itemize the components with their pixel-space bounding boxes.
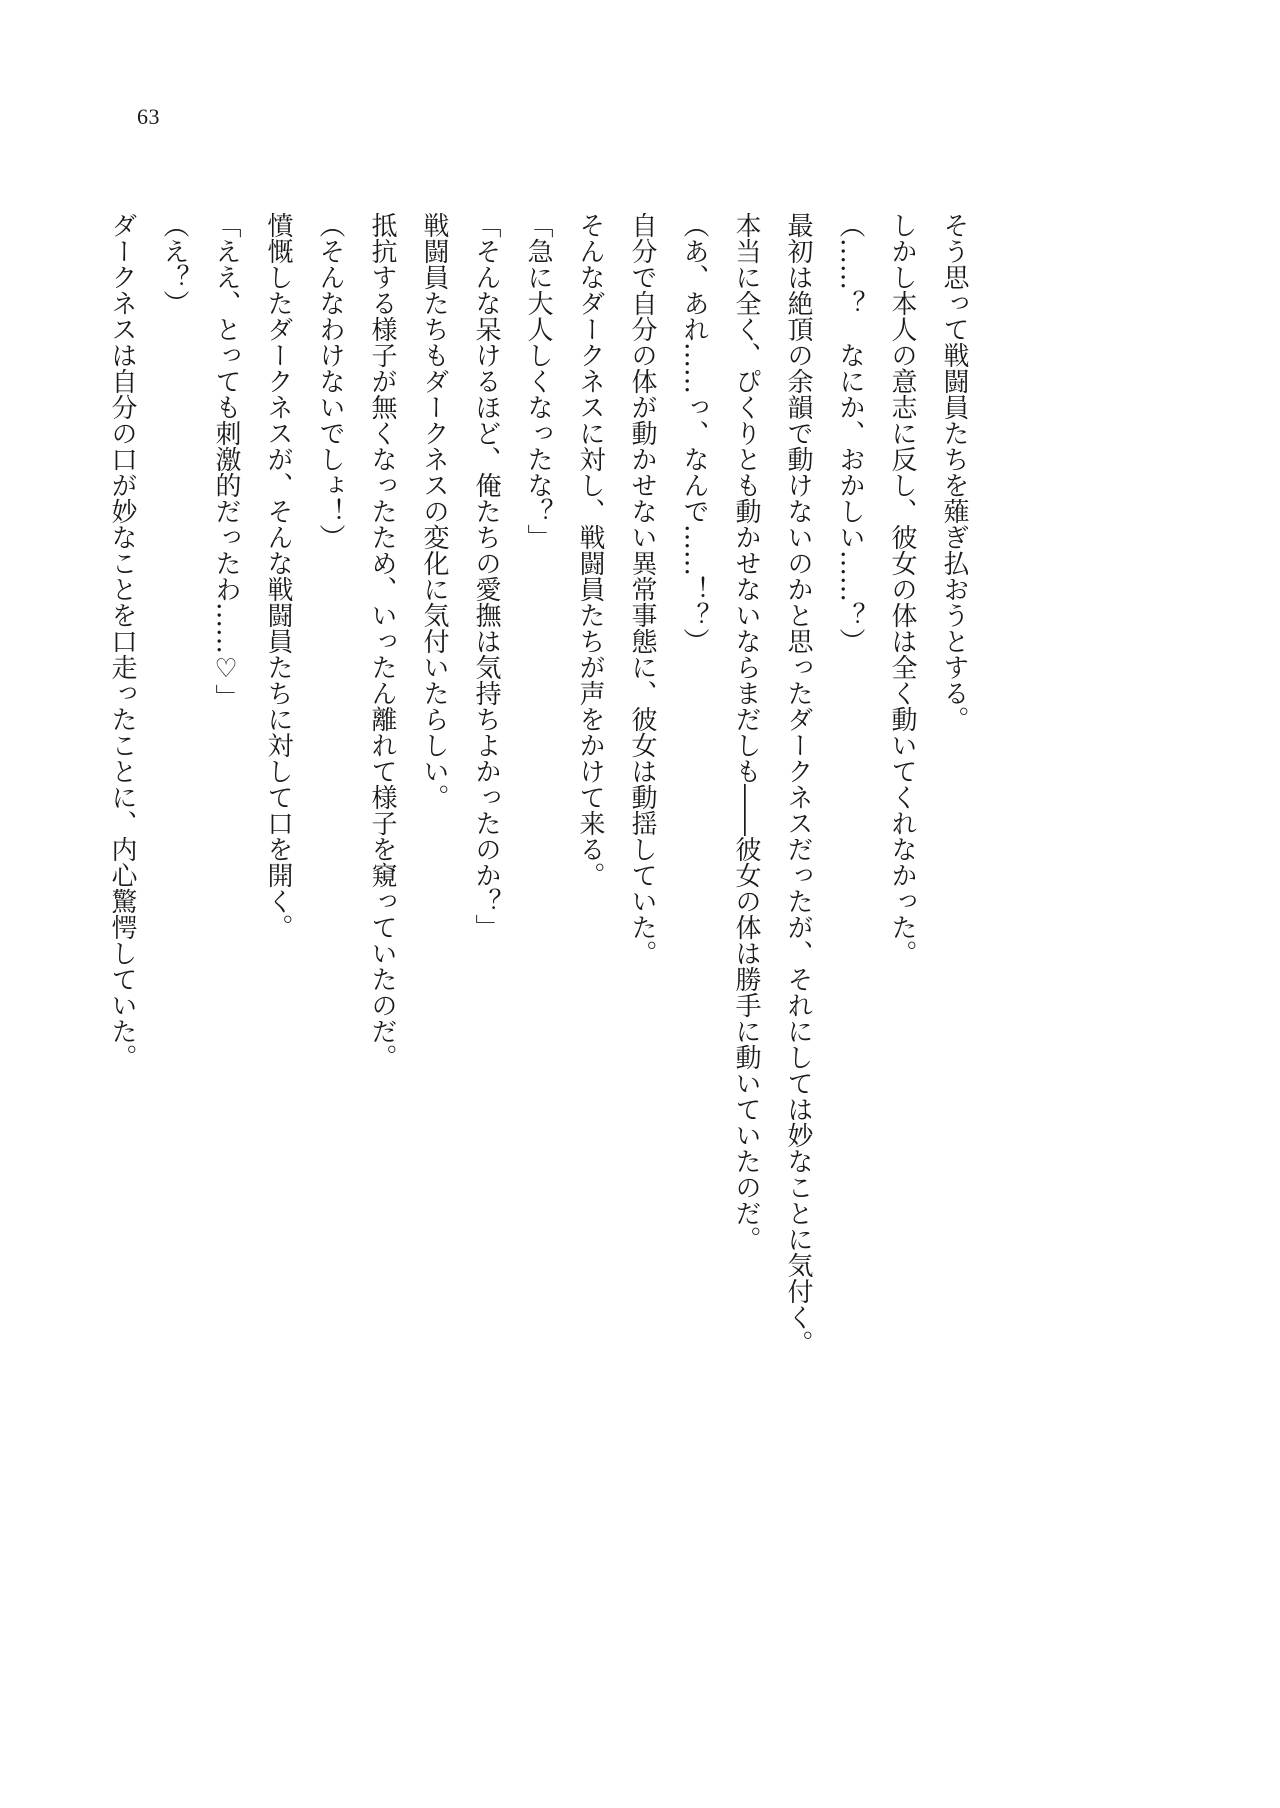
text-line: 本当に全く、ぴくりとも動かせないならまだしも――彼女の体は勝手に動いていたのだ。 (731, 212, 761, 1252)
text-line: 自分で自分の体が動かせない異常事態に、彼女は動揺していた。 (627, 212, 657, 966)
text-line: 戦闘員たちもダークネスの変化に気付いたらしい。 (419, 212, 449, 810)
text-line: （え？） (159, 212, 189, 316)
text-line: （……？ なにか、おかしい……？） (835, 212, 865, 654)
text-line: 最初は絶頂の余韻で動けないのかと思ったダークネスだったが、それにしては妙なことに気付く。 (783, 212, 813, 1356)
text-line: ダークネスは自分の口が妙なことを口走ったことに、内心驚愕していた。 (107, 212, 137, 1070)
text-line: （あ、あれ……っ、なんで……！？） (679, 212, 709, 654)
text-line: そう思って戦闘員たちを薙ぎ払おうとする。 (939, 212, 969, 732)
text-line: 抵抗する様子が無くなったため、いったん離れて様子を窺っていたのだ。 (367, 212, 397, 1070)
vertical-text-body (96, 212, 980, 1562)
text-line: そんなダークネスに対し、戦闘員たちが声をかけて来る。 (575, 212, 605, 888)
page-number: 63 (137, 104, 160, 129)
text-line: しかし本人の意志に反し、彼女の体は全く動いてくれなかった。 (887, 212, 917, 966)
text-line: 「そんな呆けるほど、俺たちの愛撫は気持ちよかったのか？」 (471, 212, 501, 940)
text-line: 「ええ、とっても刺激的だったわ……♡」 (211, 212, 241, 710)
text-line: 憤慨したダークネスが、そんな戦闘員たちに対して口を開く。 (263, 212, 293, 940)
text-line: （そんなわけないでしょ！） (315, 212, 345, 550)
text-line: 「急に大人しくなったな？」 (523, 212, 553, 550)
